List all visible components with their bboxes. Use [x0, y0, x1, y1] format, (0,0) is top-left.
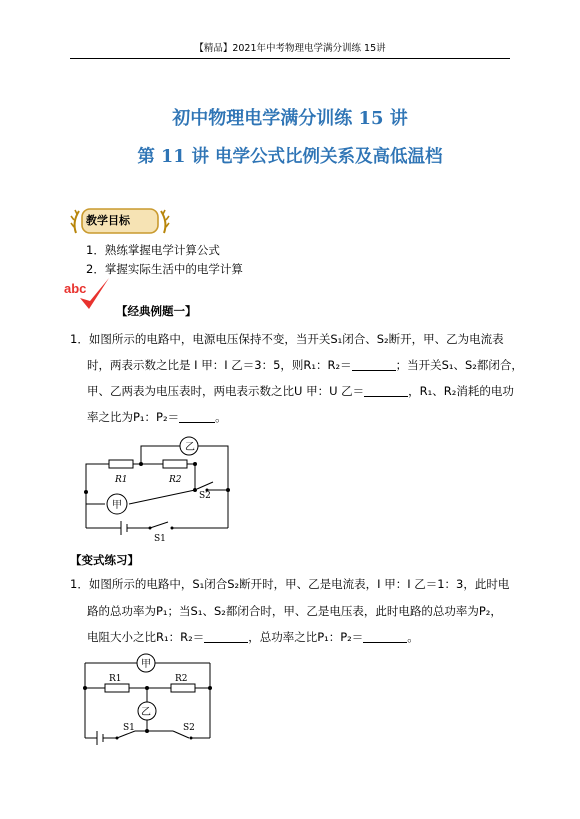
variation-1-line-2: 路的总功率为P₁；当S₁、S₂都闭合时，甲、乙是电压表，此时电路的总功率为P₂，: [87, 604, 502, 618]
circuit-diagram-2: [75, 652, 225, 748]
question-1-line-1: 1．如图所示的电路中，电源电压保持不变，当开关S₁闭合、S₂断开，甲、乙为电流表: [70, 332, 504, 346]
variation-1-line-1: 1．如图所示的电路中，S₁闭合S₂断开时，甲、乙是电流表，I 甲：I 乙＝1：3，此时电: [70, 577, 510, 591]
answer-blank[interactable]: [363, 631, 407, 644]
page-header: 【精品】2021年中考物理电学满分训练 15讲: [194, 43, 386, 54]
s2-label: S2: [183, 723, 195, 733]
resistor-r1: [109, 460, 133, 468]
objective-item: 2．掌握实际生活中的电学计算: [86, 262, 243, 276]
question-number: 1．: [70, 577, 89, 591]
r1-label: R1: [115, 475, 128, 485]
s1-label: S1: [154, 534, 166, 544]
resistor-r2: [171, 684, 195, 692]
answer-blank[interactable]: [364, 385, 408, 398]
question-1-line-3: 甲、乙两表为电压表时，两电表示数之比U 甲：U 乙＝ ，R₁、R₂消耗的电功: [87, 384, 514, 398]
resistor-r2: [163, 460, 187, 468]
objective-item: 1．熟练掌握电学计算公式: [86, 243, 220, 257]
answer-blank[interactable]: [352, 359, 396, 372]
main-title: 初中物理电学满分训练 15 讲: [172, 108, 408, 129]
header-divider: [70, 58, 510, 59]
meter-jia-label: 甲: [112, 500, 122, 511]
answer-blank[interactable]: [204, 631, 248, 644]
abc-text: abc: [64, 281, 87, 296]
question-number: 1．: [70, 332, 89, 346]
circuit-diagram-1: [75, 432, 245, 550]
section-heading-examples: 【经典例题一】: [116, 304, 197, 318]
abc-check-logo: [63, 276, 113, 312]
r2-label: R2: [169, 475, 182, 485]
objectives-label: 教学目标: [86, 214, 130, 227]
s2-label: S2: [199, 491, 211, 501]
answer-blank[interactable]: [179, 411, 215, 424]
question-1-line-2: 时，两表示数之比是 I 甲：I 乙＝3：5，则R₁：R₂＝ ；当开关S₁、S₂都闭合，: [87, 358, 523, 372]
r1-label: R1: [109, 674, 122, 684]
s1-label: S1: [123, 723, 135, 733]
variation-1-line-3: 电阻大小之比R₁：R₂＝ ，总功率之比P₁：P₂＝ 。: [87, 630, 419, 644]
r2-label: R2: [175, 674, 188, 684]
lecture-title: 第 11 讲 电学公式比例关系及高低温档: [137, 147, 443, 167]
resistor-r1: [105, 684, 129, 692]
meter-yi-label: 乙: [185, 442, 195, 453]
question-1-line-4: 率之比为P₁：P₂＝ 。: [87, 410, 227, 424]
meter-jia-label: 甲: [141, 659, 151, 670]
section-heading-variation: 【变式练习】: [70, 553, 139, 567]
meter-yi-label: 乙: [141, 707, 151, 718]
